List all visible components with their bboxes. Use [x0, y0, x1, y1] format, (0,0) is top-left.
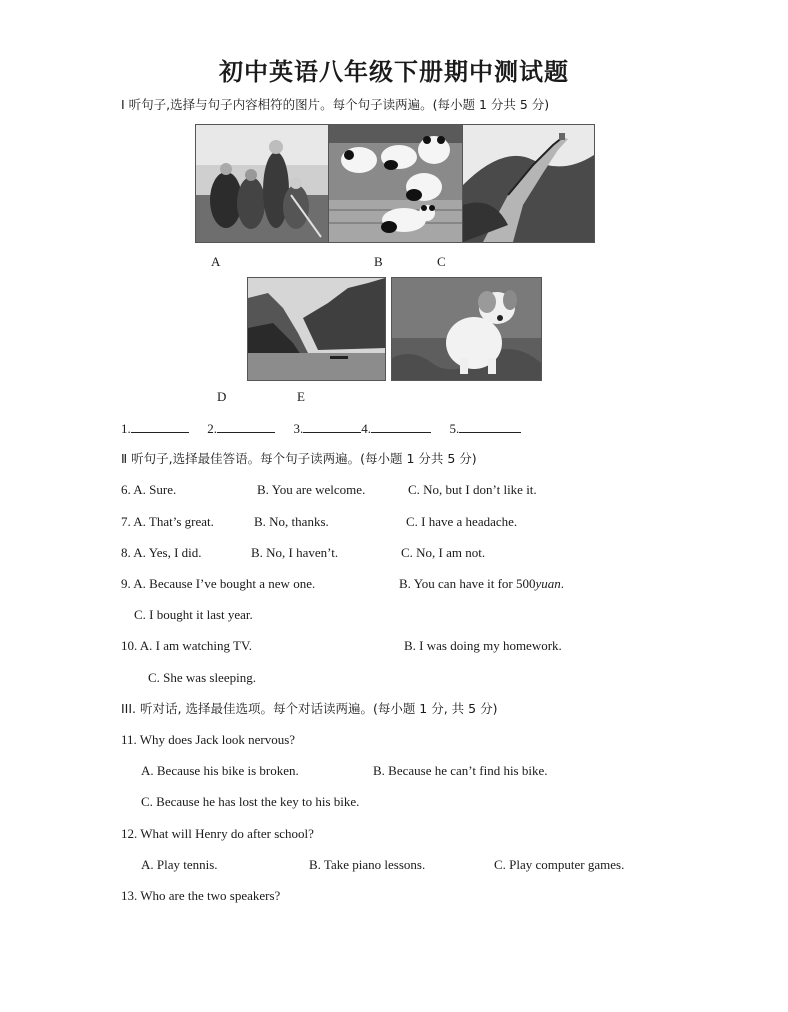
answer-number-5: 5. — [449, 421, 460, 436]
answer-blanks-row — [121, 420, 521, 437]
q12-question: 12. What will Henry do after school? — [121, 826, 314, 841]
q9-option-a: 9. A. Because I’ve bought a new one. — [121, 576, 316, 591]
answer-number-3: 3. — [293, 421, 304, 436]
q9-option-b — [399, 576, 564, 592]
image-label-b: B — [374, 254, 383, 269]
q9-option-b-unit: yuan — [535, 576, 561, 591]
answer-blank-1[interactable] — [131, 420, 189, 433]
section-2-heading: Ⅱ 听句子,选择最佳答语。每个句子读两遍。(每小题 1 分共 5 分) — [121, 451, 477, 466]
q8-option-b: B. No, I haven’t. — [251, 545, 339, 560]
q9-option-b-end: . — [560, 576, 565, 591]
photo-e-puppy — [391, 277, 542, 381]
q7-option-a: 7. A. That’s great. — [121, 514, 214, 529]
q9-option-c: C. I bought it last year. — [134, 607, 253, 622]
photo-c-great-wall — [462, 124, 595, 243]
section-1-heading: Ⅰ 听句子,选择与句子内容相符的图片。每个句子读两遍。(每小题 1 分共 5 分) — [121, 97, 550, 112]
image-label-c: C — [437, 254, 446, 269]
photo-a-people-with-horse — [195, 124, 329, 243]
q10-option-b: B. I was doing my homework. — [404, 638, 562, 653]
q10-option-a: 10. A. I am watching TV. — [121, 638, 252, 653]
q8-option-c: C. No, I am not. — [401, 545, 486, 560]
q7-option-c: C. I have a headache. — [406, 514, 518, 529]
q11-question: 11. Why does Jack look nervous? — [121, 732, 296, 747]
page-title: 初中英语八年级下册期中测试题 — [219, 57, 569, 86]
q9-option-b-text: B. You can have it for 500 — [399, 576, 536, 591]
q6-option-a: 6. A. Sure. — [121, 482, 177, 497]
answer-number-1: 1. — [121, 421, 131, 436]
answer-blank-3[interactable] — [303, 420, 361, 433]
q7-option-b: B. No, thanks. — [254, 514, 329, 529]
q12-option-a: A. Play tennis. — [141, 857, 218, 872]
q11-option-b: B. Because he can’t find his bike. — [373, 763, 548, 778]
q11-option-c: C. Because he has lost the key to his bike. — [141, 794, 360, 809]
q12-option-c: C. Play computer games. — [494, 857, 625, 872]
photo-b-pandas — [328, 124, 463, 243]
answer-blank-5[interactable] — [459, 420, 521, 433]
image-label-a: A — [211, 254, 221, 269]
image-label-e: E — [297, 389, 305, 404]
image-label-d: D — [217, 389, 227, 404]
answer-number-2: 2. — [207, 421, 217, 436]
q6-option-b: B. You are welcome. — [257, 482, 366, 497]
section-3-heading: III. 听对话, 选择最佳选项。每个对话读两遍。(每小题 1 分, 共 5 分) — [121, 701, 498, 716]
answer-blank-2[interactable] — [217, 420, 275, 433]
q6-option-c: C. No, but I don’t like it. — [408, 482, 537, 497]
q8-option-a: 8. A. Yes, I did. — [121, 545, 202, 560]
answer-number-4: 4. — [361, 421, 371, 436]
q13-question: 13. Who are the two speakers? — [121, 888, 281, 903]
photo-d-river-gorge — [247, 277, 386, 381]
q11-option-a: A. Because his bike is broken. — [141, 763, 299, 778]
q10-option-c: C. She was sleeping. — [148, 670, 256, 685]
q12-option-b: B. Take piano lessons. — [309, 857, 426, 872]
answer-blank-4[interactable] — [371, 420, 431, 433]
